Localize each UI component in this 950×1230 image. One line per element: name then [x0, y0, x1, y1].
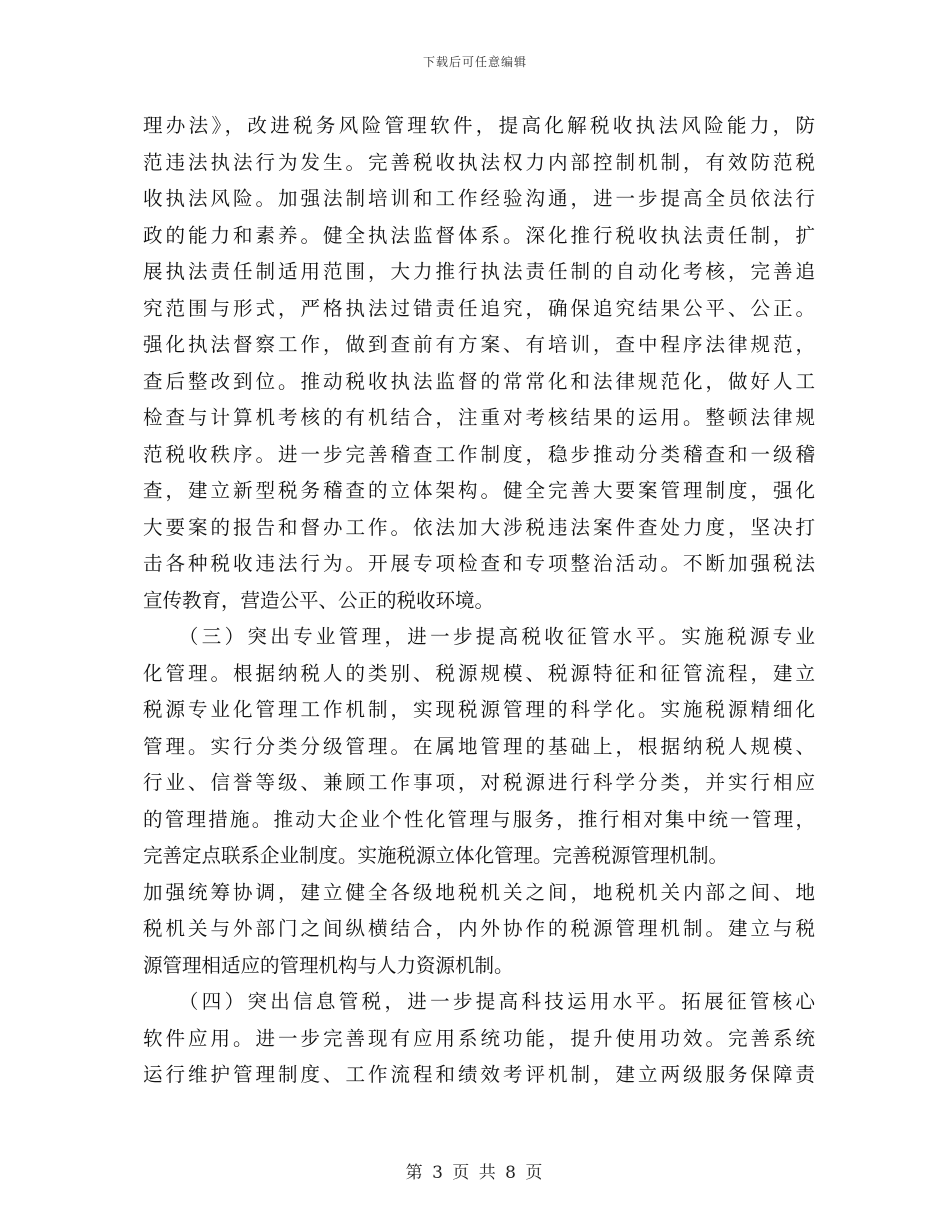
text-line: 源管理相适应的管理机构与人力资源机制。 — [143, 953, 514, 977]
text-line: 理办法》，改进税务风险管理软件，提高化解税收执法风险能力，防 — [143, 114, 815, 137]
text-line: 税机关与外部门之间纵横结合，内外协作的税源管理机制。建立与税 — [143, 917, 815, 940]
text-line: 行业、信誉等级、兼顾工作事项，对税源进行科学分类，并实行相应 — [143, 771, 815, 794]
text-line: 加强统筹协调，建立健全各级地税机关之间，地税机关内部之间、地 — [143, 880, 815, 904]
text-line: 宣传教育，营造公平、公正的税收环境。 — [143, 588, 495, 612]
text-line: 大要案的报告和督办工作。依法加大涉税违法案件查处力度，坚决打 — [143, 515, 815, 539]
text-line: 收执法风险。加强法制培训和工作经验沟通，进一步提高全员依法行 — [143, 187, 815, 210]
text-line: 政的能力和素养。健全执法监督体系。深化推行税收执法责任制，扩 — [143, 223, 815, 247]
text-line: 的管理措施。推动大企业个性化管理与服务，推行相对集中统一管理， — [143, 807, 815, 831]
text-line: 软件应用。进一步完善现有应用系统功能，提升使用功效。完善系统 — [143, 1026, 815, 1050]
text-line: 查后整改到位。推动税收执法监督的常常化和法律规范化，做好人工 — [143, 369, 815, 393]
text-line: 范税收秩序。进一步完善稽查工作制度，稳步推动分类稽查和一级稽 — [143, 442, 815, 466]
text-line: 运行维护管理制度、工作流程和绩效考评机制，建立两级服务保障责 — [143, 1063, 815, 1086]
page-number: 第 3 页 共 8 页 — [405, 1163, 545, 1183]
text-line: 展执法责任制适用范围，大力推行执法责任制的自动化考核，完善追 — [143, 260, 815, 283]
text-line: 管理。实行分类分级管理。在属地管理的基础上，根据纳税人规模、 — [143, 734, 815, 758]
text-line: 查，建立新型税务稽查的立体架构。健全完善大要案管理制度，强化 — [143, 479, 815, 502]
text-line: 税源专业化管理工作机制，实现税源管理的科学化。实施税源精细化 — [143, 698, 815, 721]
page-header-note: 下载后可任意编辑 — [422, 55, 527, 69]
text-line: 完善定点联系企业制度。实施税源立体化管理。完善税源管理机制。 — [143, 844, 729, 867]
text-line: 究范围与形式，严格执法过错责任追究，确保追究结果公平、公正。 — [143, 296, 815, 320]
text-line: 化管理。根据纳税人的类别、税源规模、税源特征和征管流程，建立 — [143, 661, 815, 685]
text-line: 范违法执法行为发生。完善税收执法权力内部控制机制，有效防范税 — [143, 150, 815, 174]
text-line: 检查与计算机考核的有机结合，注重对考核结果的运用。整顿法律规 — [143, 406, 815, 429]
text-line: 强化执法督察工作，做到查前有方案、有培训，查中程序法律规范， — [143, 333, 815, 356]
section-heading-line: （四）突出信息管税，进一步提高科技运用水平。拓展征管核心 — [143, 990, 815, 1013]
section-heading-line: （三）突出专业管理，进一步提高税收征管水平。实施税源专业 — [143, 625, 815, 648]
text-line: 击各种税收违法行为。开展专项检查和专项整治活动。不断加强税法 — [143, 552, 815, 575]
document-body — [143, 108, 815, 1094]
